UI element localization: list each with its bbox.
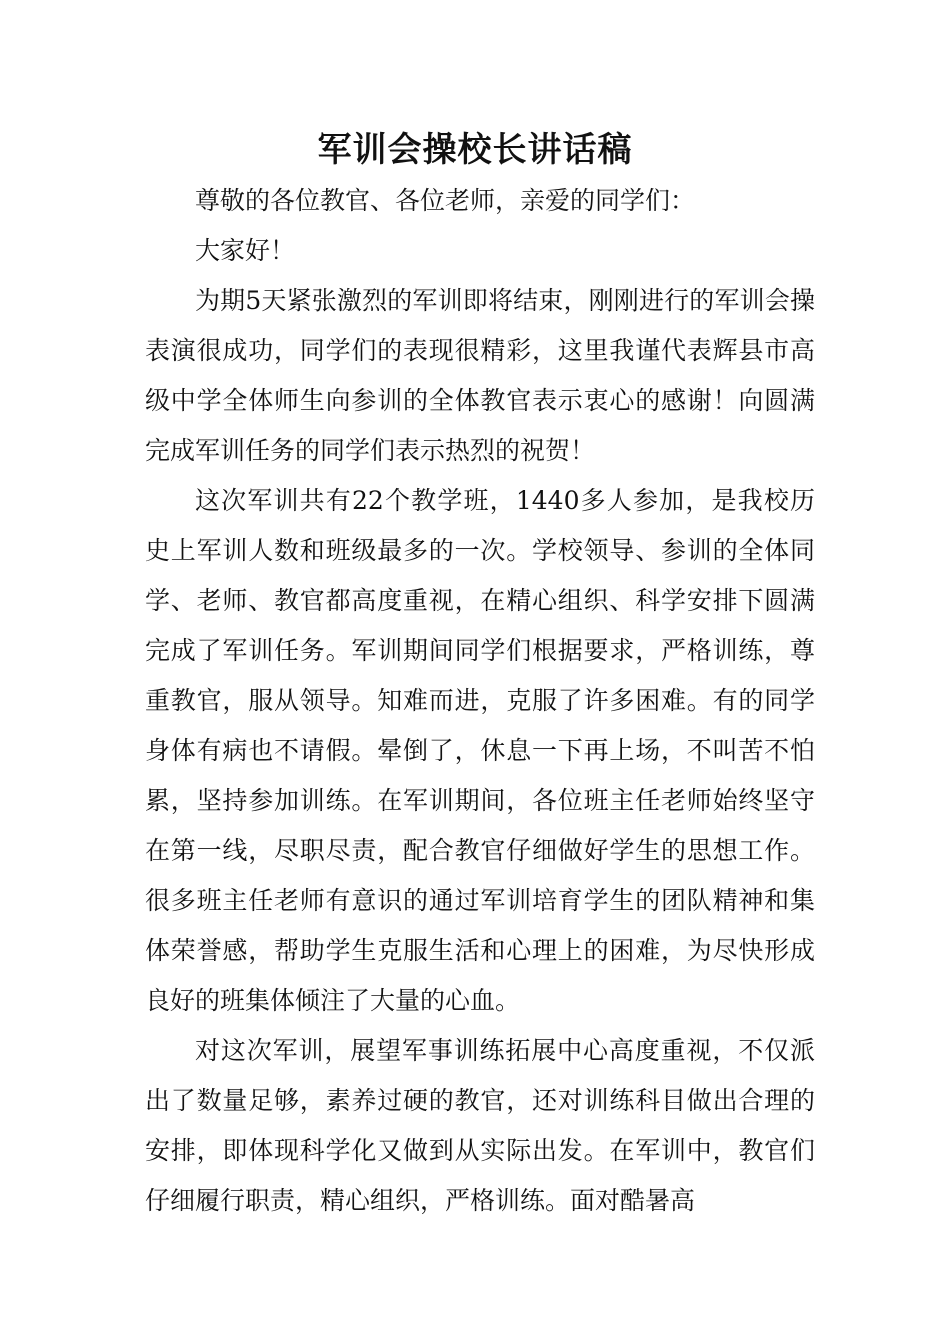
body-paragraph-2: 这次军训共有22个教学班，1440多人参加，是我校历史上军训人数和班级最多的一次。学校领导、参训的全体同学、老师、教官都高度重视，在精心组织、科学安排下圆满完成了军训任务。军训期间同学们根据要求，严格训练，尊重教官，服从领导。知难而进，克服了许多困难。有的同学身体有病也不请假。晕倒了，休息一下再上场，不叫苦不怕累，坚持参加训练。在军训期间，各位班主任老师始终坚守在第一线，尽职尽责，配合教官仔细做好学生的思想工作。很多班主任老师有意识的通过军训培育学生的团队精神和集体荣誉感，帮助学生克服生活和心理上的困难，为尽快形成良好的班集体倾注了大量的心血。 (145, 486, 815, 1015)
document-body (145, 176, 815, 1226)
salutation-paragraph: 尊敬的各位教官、各位老师，亲爱的同学们： (195, 186, 696, 215)
greeting-paragraph: 大家好！ (195, 236, 296, 265)
document-title: 军训会操校长讲话稿 (317, 130, 633, 170)
body-paragraph-1: 为期5天紧张激烈的军训即将结束，刚刚进行的军训会操表演很成功，同学们的表现很精彩，这里我谨代表辉县市高级中学全体师生向参训的全体教官表示衷心的感谢！向圆满完成军训任务的同学们表示热烈的祝贺！ (145, 286, 815, 465)
body-paragraph-3: 对这次军训，展望军事训练拓展中心高度重视，不仅派出了数量足够，素养过硬的教官，还对训练科目做出合理的安排，即体现科学化又做到从实际出发。在军训中，教官们仔细履行职责，精心组织，严格训练。面对酷暑高 (145, 1036, 815, 1215)
